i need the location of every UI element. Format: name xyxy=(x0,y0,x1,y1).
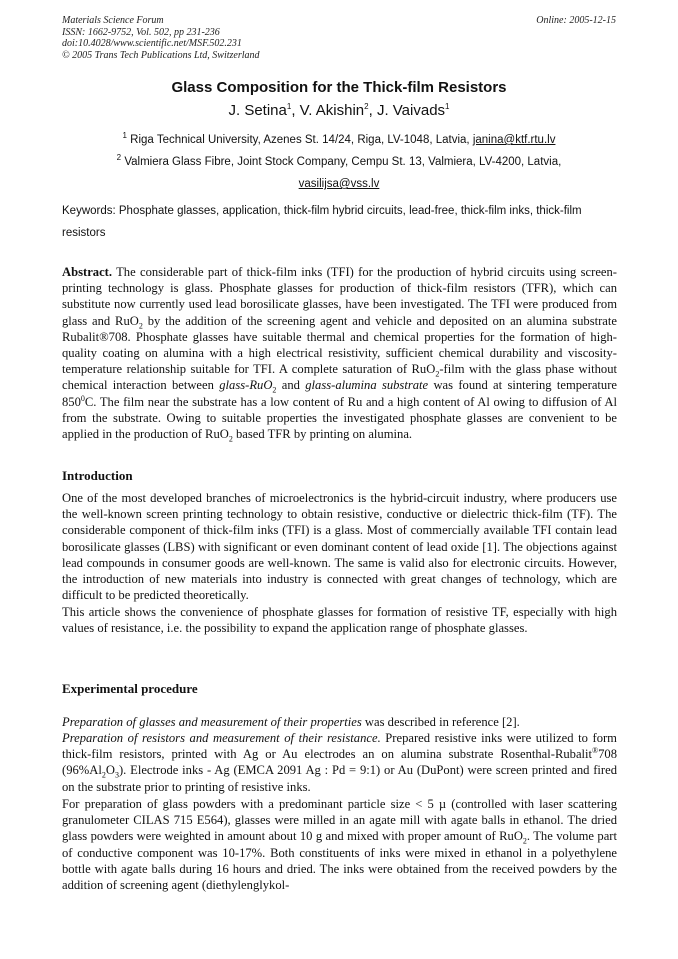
introduction-heading: Introduction xyxy=(62,468,133,483)
author-2-sup: 2 xyxy=(364,102,369,111)
journal-header xyxy=(62,15,260,61)
exp-p1-text: was described in reference [2]. xyxy=(361,715,520,729)
author-2: V. Akishin xyxy=(299,102,365,119)
author-list: J. Setina$^1$, V. Akishin$^2$, J. Vaivads$^1$ xyxy=(228,102,450,119)
exp-p2-italic: Preparation of resistors and measurement of their resistance. xyxy=(62,731,381,745)
abstract-text-3: -film with the glass phase without chemical interaction between xyxy=(62,362,617,393)
introduction-paragraph-2: This article shows the convenience of phosphate glasses for formation of resistive TF, especially with high values of resistance, i.e. the possibility to expand the application range of phosphate glasses. xyxy=(62,605,617,636)
experimental-paragraph-3 xyxy=(62,796,617,893)
experimental-paragraph-1 xyxy=(62,714,617,730)
abstract-sup-degree: 0 xyxy=(80,393,85,403)
abstract-label: Abstract. xyxy=(62,265,113,279)
experimental-heading: Experimental procedure xyxy=(62,681,198,696)
copyright-line: © 2005 Trans Tech Publications Ltd, Switzerland xyxy=(62,49,260,61)
affiliation-2-email[interactable]: vasilijsa@vss.lv xyxy=(298,178,380,190)
paper-title: Glass Composition for the Thick-film Resistors xyxy=(171,79,507,96)
affiliation-2 xyxy=(0,153,678,168)
exp-p2-text-1: Prepared resistive inks were utilized to form thick-film resistors, printed with Ag or Au electrodes an on alumina substrate Rosenthal-Rubalit xyxy=(62,731,617,762)
keywords: Keywords: Phosphate glasses, application, thick-film hybrid circuits, lead-free, thick-film inks, thick-film resistors xyxy=(62,205,582,239)
experimental-paragraph-2 xyxy=(62,730,617,795)
affiliation-1-text: Riga Technical University, Azenes St. 14/24, Riga, LV-1048, Latvia, xyxy=(126,134,473,146)
affiliation-1-sup: 1 xyxy=(122,131,127,141)
exp-p3-text-2: . The volume part of conductive component was 10-17%. Both constituents of inks were mixed in ethanol in a polyethylene bottle with agate balls during 16 hours and dried. The inks were obtained from the received powders by the addition of screening agent (diethylenglykol- xyxy=(62,829,617,893)
abstract-sub-3: 2 xyxy=(272,385,277,395)
affiliation-1-email[interactable]: janina@ktf.rtu.lv xyxy=(472,134,556,146)
abstract-sub-1: 2 xyxy=(138,321,143,331)
affiliation-2-email-line xyxy=(0,178,678,190)
abstract-text-1: The considerable part of thick-film inks (TFI) for the production of hybrid circuits using screen-printing technology is glass. Phosphate glasses for production of thick-film resistors (TFR), which can substitute now currently used lead borosilicate glasses, have been investigated. The TFI were produced from glass and RuO xyxy=(62,265,617,328)
issn-line: ISSN: 1662-9752, Vol. 502, pp 231-236 xyxy=(62,26,220,38)
exp-p2-text-2: 708 (96%Al xyxy=(62,747,617,778)
abstract-sub-4: 2 xyxy=(228,434,233,444)
exp-p2-sub-1: 2 xyxy=(101,770,106,780)
abstract-text-7: based TFR by printing on alumina. xyxy=(232,427,413,442)
introduction-paragraph-1: One of the most developed branches of microelectronics is the hybrid-circuit industry, where producers use the well-known screen printing technology to obtain resistive, conductive or dielectric thick-film (TF). The considerable component of thick-film inks (TFI) is a glass. Most of commercially available TFI contain lead borosilicate glasses (LBS) with significant or even dominant content of lead oxide [1]. The objections against lead compounds in consumer goods are well-known. The same is valid also for electronic circuits. However, the introduction of new materials into industry is connected with great changes of technology, which are difficult to be predicted theoretically. xyxy=(62,491,617,603)
abstract-text-2: by the addition of the screening agent and vehicle and deposited on an alumina substrate Rubalit®708. Phosphate glasses have suitable thermal and chemical properties for the formation of high-quality coating on alumina with a high electrical resistivity, sufficient chemical durability and viscosity-temperature relationship suitable for TFI. A complete saturation of RuO xyxy=(62,313,617,377)
exp-p3-text-1: For preparation of glass powders with a predominant particle size < 5 µ (controlled with laser scattering granulometer CILAS 715 E564), glasses were milled in an agate mill with agate balls in ethanol. The dried glass powders were weighted in amount about 10 g and mixed with proper amount of RuO xyxy=(62,797,617,844)
exp-p2-text-4: ). Electrode inks - Ag (EMCA 2091 Ag : Pd = 9:1) or Au (DuPont) were screen printed and fired on the substrate prior to printing of resistive inks. xyxy=(62,763,617,794)
abstract-text-6: C. The film near the substrate has a low content of Ru and a high content of Al owing to diffusion of Al from the substrate. Owing to suitable properties the investigated phosphate glasses are convenient to be applied in the production of RuO xyxy=(62,394,617,442)
author-3: J. Vaivads xyxy=(376,102,446,119)
exp-p2-sub-2: 3 xyxy=(114,770,119,780)
exp-p1-italic: Preparation of glasses and measurement of their properties xyxy=(62,715,362,729)
abstract-italic-1: glass-RuO xyxy=(219,378,273,393)
abstract-text-4: and xyxy=(276,378,306,393)
affiliation-2-sup: 2 xyxy=(116,153,122,163)
abstract-paragraph xyxy=(62,264,617,442)
author-1: J. Setina xyxy=(228,102,287,119)
online-date: Online: 2005-12-15 xyxy=(536,15,616,26)
journal-name: Materials Science Forum xyxy=(62,15,164,26)
author-1-sup: 1 xyxy=(286,102,292,111)
abstract-text-5: was found at sintering temperature 850 xyxy=(62,378,617,409)
doi-line: doi:10.4028/www.scientific.net/MSF.502.231 xyxy=(62,38,242,49)
exp-p3-sub: 2 xyxy=(522,836,527,846)
author-3-sup: 1 xyxy=(445,102,450,111)
affiliation-2-text: Valmiera Glass Fibre, Joint Stock Company, Cempu St. 13, Valmiera, LV-4200, Latvia, xyxy=(121,156,562,168)
exp-p2-text-3: O xyxy=(105,763,115,778)
abstract-sub-2: 2 xyxy=(435,369,440,379)
affiliation-1 xyxy=(0,131,678,146)
exp-p2-registered: ® xyxy=(592,746,599,756)
abstract-italic-2: glass-alumina substrate xyxy=(305,378,429,393)
